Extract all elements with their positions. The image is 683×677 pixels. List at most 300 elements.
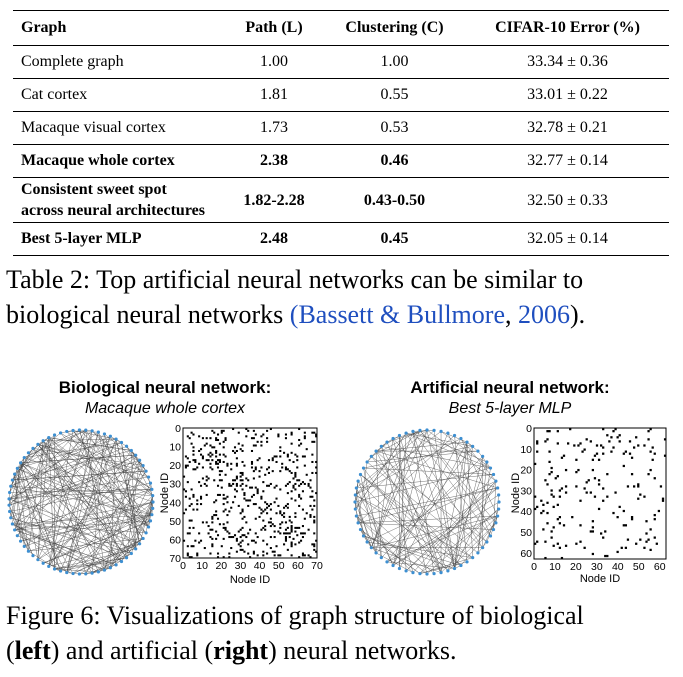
graph-edge xyxy=(55,432,99,569)
matrix-cell xyxy=(260,509,262,511)
x-tick-label: 40 xyxy=(253,560,266,572)
matrix-cell xyxy=(264,525,266,527)
graph-edge xyxy=(79,430,121,562)
matrix-cell xyxy=(298,527,300,529)
matrix-cell xyxy=(209,463,211,465)
header-clustering: Clustering (C) xyxy=(323,11,466,46)
graph-edge xyxy=(73,430,116,439)
graph-edge xyxy=(11,458,25,518)
matrix-cell xyxy=(196,499,198,501)
graph-node xyxy=(53,433,56,436)
graph-node xyxy=(391,564,394,567)
matrix-cell xyxy=(211,446,213,448)
graph-edge xyxy=(9,489,152,498)
matrix-cell xyxy=(289,536,291,538)
matrix-cell xyxy=(300,532,302,534)
graph-edge xyxy=(73,430,148,527)
matrix-cell xyxy=(311,441,313,443)
matrix-cell xyxy=(219,443,221,445)
matrix-cell xyxy=(206,437,208,439)
right-circular-graph xyxy=(353,428,500,575)
graph-edge xyxy=(376,442,467,451)
graph-node xyxy=(65,571,68,574)
graph-edge xyxy=(9,460,140,505)
matrix-cell xyxy=(198,435,200,437)
matrix-cell xyxy=(536,442,538,444)
left-y-axis-label: Node ID xyxy=(159,472,171,514)
matrix-cell xyxy=(590,440,592,442)
graph-edge xyxy=(61,439,117,571)
graph-node xyxy=(138,542,141,545)
cell-error: 32.50 ± 0.33 xyxy=(466,178,669,223)
matrix-cell xyxy=(294,476,296,478)
graph-edge xyxy=(355,509,367,542)
graph-edge xyxy=(38,438,49,560)
matrix-cell xyxy=(202,455,204,457)
matrix-cell xyxy=(242,509,244,511)
matrix-cell xyxy=(226,496,228,498)
matrix-cell xyxy=(565,545,567,547)
matrix-cell xyxy=(285,485,287,487)
graph-edge xyxy=(427,430,496,481)
cell-clustering: 0.46 xyxy=(323,145,466,178)
matrix-cell xyxy=(602,500,604,502)
matrix-cell xyxy=(633,485,635,487)
matrix-cell xyxy=(221,479,223,481)
figure-caption-line1: Figure 6: Visualizations of graph structure of biological xyxy=(6,601,584,630)
graph-node xyxy=(19,540,22,543)
matrix-cell xyxy=(311,472,313,474)
matrix-cell xyxy=(264,509,266,511)
matrix-cell xyxy=(277,505,279,507)
matrix-cell xyxy=(650,549,652,551)
graph-node xyxy=(125,556,128,559)
graph-node xyxy=(425,428,428,431)
graph-edge xyxy=(381,439,393,447)
cell-error: 33.01 ± 0.22 xyxy=(466,79,669,112)
graph-edge xyxy=(11,455,136,518)
graph-edge xyxy=(393,430,427,565)
matrix-cell xyxy=(279,523,281,525)
matrix-cell xyxy=(298,556,300,558)
graph-node xyxy=(366,540,369,543)
matrix-cell xyxy=(536,506,538,508)
graph-edge xyxy=(43,439,116,441)
matrix-cell xyxy=(213,514,215,516)
graph-edge xyxy=(73,544,140,574)
graph-node xyxy=(362,466,365,469)
matrix-cell xyxy=(217,485,219,487)
matrix-cell xyxy=(266,507,268,509)
matrix-cell xyxy=(302,455,304,457)
graph-edge xyxy=(38,444,122,561)
matrix-cell xyxy=(211,538,213,540)
graph-edge xyxy=(367,481,496,542)
matrix-cell xyxy=(264,501,266,503)
graph-node xyxy=(130,449,133,452)
matrix-cell xyxy=(569,428,571,430)
graph-edge xyxy=(121,442,135,548)
cell-clustering: 0.45 xyxy=(323,223,466,256)
graph-edge xyxy=(355,439,461,495)
cell-path: 1.73 xyxy=(225,112,323,145)
matrix-cell xyxy=(266,503,268,505)
graph-node xyxy=(476,449,479,452)
graph-edge xyxy=(364,468,382,558)
y-tick-label: 0 xyxy=(526,423,532,435)
matrix-cell xyxy=(294,499,296,501)
graph-edge xyxy=(38,444,153,495)
graph-edge xyxy=(371,548,441,573)
matrix-cell xyxy=(266,512,268,514)
graph-edge xyxy=(79,430,116,565)
matrix-cell xyxy=(612,430,614,432)
matrix-cell xyxy=(257,488,259,490)
matrix-cell xyxy=(302,553,304,555)
matrix-cell xyxy=(247,505,249,507)
matrix-cell xyxy=(623,465,625,467)
matrix-cell xyxy=(594,455,596,457)
matrix-cell xyxy=(281,463,283,465)
matrix-cell xyxy=(225,529,227,531)
matrix-cell xyxy=(262,433,264,435)
matrix-cell xyxy=(238,543,240,545)
matrix-cell xyxy=(283,512,285,514)
matrix-cell xyxy=(236,551,238,553)
matrix-cell xyxy=(260,435,262,437)
graph-node xyxy=(489,466,492,469)
cell-graph: Macaque visual cortex xyxy=(13,112,225,145)
matrix-cell xyxy=(551,494,553,496)
graph-edge xyxy=(406,433,473,446)
graph-node xyxy=(357,521,360,524)
matrix-cell xyxy=(579,541,581,543)
matrix-cell xyxy=(242,472,244,474)
graph-node xyxy=(465,560,468,563)
matrix-cell xyxy=(639,539,641,541)
matrix-cell xyxy=(208,532,210,534)
matrix-cell xyxy=(606,473,608,475)
graph-edge xyxy=(455,442,467,568)
graph-edge xyxy=(152,502,153,515)
graph-node xyxy=(9,516,12,519)
matrix-cell xyxy=(291,472,293,474)
matrix-cell xyxy=(315,551,317,553)
graph-edge xyxy=(67,431,152,489)
matrix-cell xyxy=(217,463,219,465)
graph-node xyxy=(65,430,68,433)
y-tick-label: 70 xyxy=(169,553,181,565)
matrix-cell xyxy=(225,437,227,439)
matrix-cell xyxy=(283,452,285,454)
graph-node xyxy=(481,455,484,458)
matrix-cell xyxy=(300,483,302,485)
matrix-cell xyxy=(202,437,204,439)
matrix-cell xyxy=(592,520,594,522)
matrix-cell xyxy=(230,468,232,470)
matrix-cell xyxy=(555,477,557,479)
matrix-cell xyxy=(635,436,637,438)
matrix-cell xyxy=(650,428,652,430)
matrix-cell xyxy=(187,554,189,556)
graph-edge xyxy=(9,499,140,544)
matrix-cell xyxy=(234,534,236,536)
graph-edge xyxy=(67,439,116,572)
graph-edge xyxy=(73,430,143,538)
matrix-cell xyxy=(304,437,306,439)
cell-graph: Macaque whole cortex xyxy=(13,145,225,178)
graph-edge xyxy=(9,431,92,505)
graph-edge xyxy=(17,458,24,469)
matrix-cell xyxy=(306,474,308,476)
matrix-cell xyxy=(219,470,221,472)
matrix-cell xyxy=(191,443,193,445)
matrix-cell xyxy=(209,452,211,454)
graph-node xyxy=(91,572,94,575)
matrix-cell xyxy=(245,477,247,479)
matrix-cell xyxy=(238,505,240,507)
matrix-cell xyxy=(243,498,245,500)
graph-node xyxy=(370,455,373,458)
graph-edge xyxy=(387,488,498,562)
matrix-cell xyxy=(257,490,259,492)
matrix-cell xyxy=(294,543,296,545)
graph-edge xyxy=(38,444,127,557)
matrix-cell xyxy=(275,461,277,463)
matrix-cell xyxy=(196,503,198,505)
x-tick-label: 10 xyxy=(196,560,208,572)
graph-edge xyxy=(467,442,473,446)
cell-error: 32.77 ± 0.14 xyxy=(466,145,669,178)
graph-edge xyxy=(358,481,448,571)
graph-node xyxy=(8,491,11,494)
graph-node xyxy=(485,540,488,543)
matrix-cell xyxy=(242,540,244,542)
matrix-cell xyxy=(242,534,244,536)
matrix-cell xyxy=(553,526,555,528)
matrix-cell xyxy=(296,459,298,461)
matrix-cell xyxy=(206,443,208,445)
matrix-cell xyxy=(185,455,187,457)
matrix-cell xyxy=(619,440,621,442)
graph-edge xyxy=(356,488,363,536)
graph-node xyxy=(109,435,112,438)
graph-node xyxy=(36,558,39,561)
matrix-cell xyxy=(285,532,287,534)
matrix-cell xyxy=(296,479,298,481)
matrix-cell xyxy=(187,481,189,483)
matrix-cell xyxy=(209,553,211,555)
matrix-cell xyxy=(557,504,559,506)
graph-node xyxy=(47,436,50,439)
matrix-cell xyxy=(223,523,225,525)
graph-edge xyxy=(149,502,153,527)
matrix-cell xyxy=(270,525,272,527)
matrix-cell xyxy=(542,528,544,530)
graph-edge xyxy=(24,430,79,458)
matrix-cell xyxy=(575,459,577,461)
graph-node xyxy=(380,445,383,448)
matrix-cell xyxy=(243,551,245,553)
matrix-cell xyxy=(637,498,639,500)
matrix-cell xyxy=(279,446,281,448)
matrix-cell xyxy=(217,439,219,441)
matrix-cell xyxy=(586,438,588,440)
matrix-cell xyxy=(223,556,225,558)
matrix-cell xyxy=(567,442,569,444)
graph-node xyxy=(114,563,117,566)
graph-edge xyxy=(104,434,135,549)
matrix-cell xyxy=(191,520,193,522)
graph-edge xyxy=(21,463,61,571)
matrix-cell xyxy=(292,485,294,487)
matrix-cell xyxy=(579,442,581,444)
matrix-cell xyxy=(292,461,294,463)
matrix-cell xyxy=(215,452,217,454)
matrix-cell xyxy=(313,549,315,551)
graph-edge xyxy=(367,442,387,462)
matrix-cell xyxy=(274,551,276,553)
graph-edge xyxy=(12,515,151,524)
matrix-cell xyxy=(647,430,649,432)
matrix-cell xyxy=(215,538,217,540)
graph-node xyxy=(385,441,388,444)
matrix-cell xyxy=(291,527,293,529)
graph-node xyxy=(149,482,152,485)
matrix-cell xyxy=(274,525,276,527)
graph-edge xyxy=(11,518,127,558)
right-panel-title: Artificial neural network: xyxy=(410,378,610,397)
graph-edge xyxy=(9,446,127,499)
matrix-cell xyxy=(260,498,262,500)
graph-node xyxy=(71,429,74,432)
matrix-cell xyxy=(309,505,311,507)
graph-edge xyxy=(61,430,73,433)
matrix-cell xyxy=(559,516,561,518)
graph-edge xyxy=(406,488,498,571)
matrix-cell xyxy=(645,541,647,543)
graph-edge xyxy=(9,499,33,556)
matrix-cell xyxy=(551,530,553,532)
matrix-cell xyxy=(236,490,238,492)
graph-edge xyxy=(116,439,140,544)
matrix-cell xyxy=(270,483,272,485)
graph-edge xyxy=(33,448,143,465)
matrix-cell xyxy=(285,466,287,468)
left-adjacency-matrix xyxy=(159,423,323,586)
matrix-cell xyxy=(270,503,272,505)
matrix-cell xyxy=(548,473,550,475)
matrix-cell xyxy=(544,440,546,442)
x-tick-label: 50 xyxy=(632,561,645,573)
matrix-cell xyxy=(602,428,604,430)
matrix-cell xyxy=(266,441,268,443)
graph-edge xyxy=(38,444,136,549)
graph-edge xyxy=(393,439,461,566)
graph-node xyxy=(439,430,442,433)
graph-edge xyxy=(21,455,136,463)
graph-edge xyxy=(67,431,143,538)
graph-edge xyxy=(393,433,448,565)
matrix-cell xyxy=(242,444,244,446)
matrix-cell xyxy=(213,501,215,503)
graph-edge xyxy=(413,481,496,573)
matrix-cell xyxy=(242,549,244,551)
matrix-cell xyxy=(291,498,293,500)
graph-node xyxy=(11,522,14,525)
graph-edge xyxy=(12,471,146,480)
matrix-cell xyxy=(230,547,232,549)
graph-node xyxy=(151,500,154,503)
graph-edge xyxy=(487,509,499,542)
matrix-cell xyxy=(240,448,242,450)
matrix-cell xyxy=(631,457,633,459)
matrix-cell xyxy=(185,496,187,498)
matrix-cell xyxy=(208,454,210,456)
graph-edge xyxy=(461,523,496,566)
graph-edge xyxy=(461,439,498,517)
graph-node xyxy=(497,500,500,503)
graph-edge xyxy=(387,442,441,572)
matrix-cell xyxy=(206,521,208,523)
right-matrix-cells xyxy=(534,428,666,559)
matrix-cell xyxy=(223,461,225,463)
matrix-cell xyxy=(228,532,230,534)
cell-clustering: 1.00 xyxy=(323,46,466,79)
graph-edge xyxy=(110,483,150,568)
matrix-cell xyxy=(191,432,193,434)
matrix-cell xyxy=(232,479,234,481)
graph-node xyxy=(354,493,357,496)
matrix-cell xyxy=(225,439,227,441)
table-caption-text: Table 2: Top artificial neural networks can be similar to biological neural networks xyxy=(6,265,584,329)
matrix-cell xyxy=(242,461,244,463)
graph-edge xyxy=(356,488,497,516)
graph-edge xyxy=(360,474,376,552)
table-row xyxy=(13,223,669,256)
citation-link[interactable]: Bassett & Bullmore xyxy=(298,300,505,329)
matrix-cell xyxy=(257,441,259,443)
graph-node xyxy=(7,497,10,500)
matrix-cell xyxy=(313,441,315,443)
graph-edge xyxy=(356,516,371,548)
matrix-cell xyxy=(275,498,277,500)
left-circular-graph xyxy=(7,428,154,575)
matrix-cell xyxy=(206,459,208,461)
citation-year-link[interactable]: 2006 xyxy=(517,300,570,329)
matrix-cell xyxy=(285,529,287,531)
matrix-cell xyxy=(654,453,656,455)
matrix-cell xyxy=(309,556,311,558)
graph-edge xyxy=(360,530,376,553)
graph-edge xyxy=(478,462,487,553)
graph-node xyxy=(141,464,144,467)
matrix-cell xyxy=(268,505,270,507)
graph-edge xyxy=(387,446,473,562)
graph-edge xyxy=(79,430,92,431)
graph-edge xyxy=(356,516,413,573)
matrix-cell xyxy=(287,492,289,494)
cell-graph: Best 5-layer MLP xyxy=(13,223,225,256)
matrix-cell xyxy=(200,498,202,500)
graph-edge xyxy=(49,438,132,451)
cell-path: 1.81 xyxy=(225,79,323,112)
matrix-cell xyxy=(236,457,238,459)
table-caption xyxy=(6,262,678,332)
cell-error: 32.78 ± 0.21 xyxy=(466,112,669,145)
graph-node xyxy=(71,572,74,575)
matrix-cell xyxy=(219,454,221,456)
